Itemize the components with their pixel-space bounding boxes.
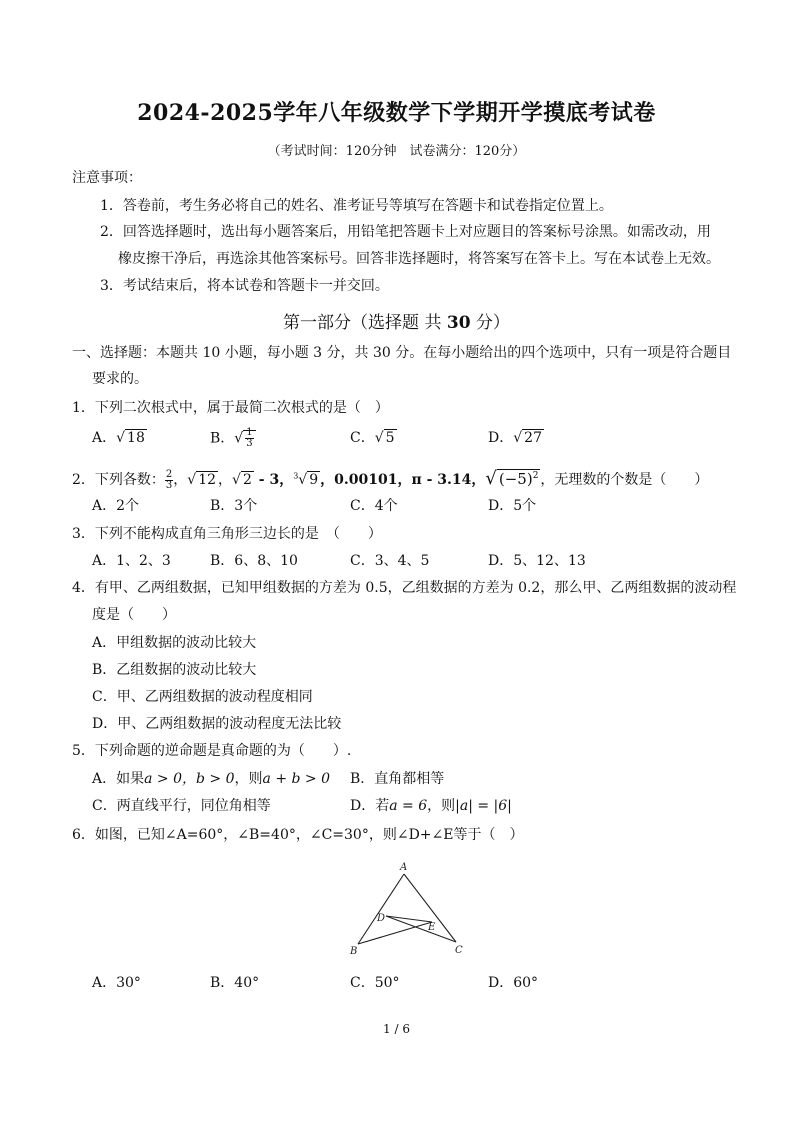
- sqrt-symbol: √ 12: [187, 472, 217, 488]
- sqrt-symbol: √ $(-5)^2$: [485, 468, 539, 489]
- q5-option-c: C．两直线平行，同位角相等: [92, 798, 271, 814]
- q5-a-mid: ，则: [234, 771, 263, 787]
- q2-stem-pre: 2．下列各数：: [72, 472, 165, 488]
- page-number: 1 / 6: [383, 1022, 410, 1036]
- q2-stem-post: ，无理数的个数是（ ）: [540, 472, 709, 488]
- q5-d-math2: |a| = |6|: [455, 798, 512, 814]
- q4-option-c: C．甲、乙两组数据的波动程度相同: [92, 689, 313, 705]
- q1-a-label: A．: [92, 430, 117, 446]
- instructions-line-1: 一、选择题：本题共 10 小题，每小题 3 分，共 30 分。在每小题给出的四个选项中，只有一项是符合题目: [72, 345, 732, 361]
- q1-option-b: [210, 428, 256, 449]
- q5-d-math: a = 6: [389, 798, 428, 814]
- q5-option-a: [92, 769, 330, 789]
- triangle-figure: [340, 858, 480, 962]
- sqrt-symbol: √ 2: [232, 472, 252, 488]
- q1-stem: 1．下列二次根式中，属于最简二次根式的是（ ）: [72, 400, 389, 416]
- label-d: D: [377, 913, 386, 924]
- q1-c-label: C．: [350, 430, 375, 446]
- q1-b-fraction: [245, 428, 253, 449]
- q2-option-d: D．5个: [488, 498, 537, 514]
- q5-d-pre: D．若: [350, 798, 390, 814]
- q5-a-pre: A．如果: [92, 771, 145, 787]
- q6-stem: 6．如图，已知∠A=60°，∠B=40°，∠C=30°，则∠D+∠E等于（ ）: [72, 827, 524, 843]
- label-c: C: [455, 945, 463, 956]
- q5-option-b: B．直角都相等: [350, 771, 445, 787]
- q1-option-d: [488, 428, 544, 448]
- q2-option-c: C．4个: [350, 498, 398, 514]
- q4-option-b: B．乙组数据的波动比较大: [92, 662, 257, 678]
- q1-c-radicand: 5: [385, 430, 395, 446]
- q2-option-a: A．2个: [92, 498, 140, 514]
- sqrt-symbol: √ 5: [374, 430, 395, 446]
- q5-stem: 5．下列命题的逆命题是真命题的为（ ）.: [72, 743, 352, 759]
- q4-stem-1: 4．有甲、乙两组数据，已知甲组数据的方差为 0.5，乙组数据的方差为 0.2，那么甲、乙两组数据的波动程: [72, 580, 737, 596]
- q6-option-a: A．30°: [92, 975, 141, 991]
- q3-option-b: B．6、8、10: [210, 553, 298, 569]
- segment-be: [358, 922, 432, 944]
- q6-option-b: B．40°: [210, 975, 260, 991]
- sqrt-symbol: √ 27: [513, 430, 542, 446]
- q1-a-radicand: 18: [127, 430, 145, 446]
- label-a: A: [400, 862, 408, 873]
- segment-ab: [358, 874, 404, 944]
- cbrt-symbol: √ 9: [298, 472, 319, 488]
- q1-b-den: 3: [246, 438, 253, 449]
- q2-minus-3: - 3，: [253, 472, 294, 488]
- q5-option-d: [350, 796, 512, 816]
- q1-option-c: [350, 428, 397, 448]
- q2-fraction: [165, 470, 173, 491]
- note-item-1: 1．答卷前，考生务必将自己的姓名、准考证号等填写在答题卡和试卷指定位置上。: [100, 198, 613, 214]
- q3-option-a: A．1、2、3: [92, 553, 171, 569]
- label-e: E: [428, 922, 436, 933]
- q1-b-num: 1: [246, 427, 253, 438]
- q2-cube-radicand: 9: [309, 472, 319, 488]
- page-subtitle: （考试时间：120分钟 试卷满分：120分）: [267, 144, 526, 159]
- q2-stem: 2．下列各数： $\frac{2}{3}$ ，√ 12 ，√ 2 - 3，$^3$√ 9 ，0.00101，π - 3.14，√ $(-5)^2$ ，无理数的个数是（ ）: [72, 468, 709, 491]
- notes-heading: 注意事项：: [72, 170, 142, 186]
- q4-stem-2: 度是（ ）: [92, 607, 176, 623]
- q4-option-a: A．甲组数据的波动比较大: [92, 635, 257, 651]
- note-item-2a: 2．回答选择题时，选出每小题答案后，用铅笔把答题卡上对应题目的答案标号涂黑。如需改动，用: [100, 224, 711, 240]
- q5-d-mid: ，则: [427, 798, 456, 814]
- label-b: B: [350, 946, 358, 957]
- q5-a-math: a > 0，b > 0: [144, 771, 235, 787]
- q5-a-math2: a + b > 0: [262, 771, 330, 787]
- q1-b-label: B．: [210, 430, 235, 447]
- instructions-line-2: 要求的。: [92, 371, 148, 387]
- q3-option-d: D．5、12、13: [488, 553, 586, 569]
- section-title-num: 30: [446, 313, 471, 333]
- sqrt-symbol: √ 18: [116, 430, 145, 446]
- q1-option-a: [92, 428, 147, 448]
- page-title: 2024-2025学年八年级数学下学期开学摸底考试卷: [137, 100, 656, 126]
- q3-option-c: C．3、4、5: [350, 553, 430, 569]
- q6-option-d: D．60°: [488, 975, 539, 991]
- note-item-2b: 橡皮擦干净后，再选涂其他答案标号。回答非选择题时，将答案写在答卡上。写在本试卷上无效。: [118, 251, 720, 267]
- sqrt-symbol: √ $\frac{1}{3}$: [234, 428, 255, 449]
- q2-decimal-pi: ，0.00101，π - 3.14，: [320, 472, 486, 488]
- q2-frac-num: 2: [165, 468, 173, 480]
- q2-option-b: B．3个: [210, 498, 258, 514]
- q1-d-radicand: 27: [524, 430, 542, 446]
- section-title-pre: 第一部分（选择题 共: [283, 313, 447, 333]
- q6-option-c: C．50°: [350, 975, 400, 991]
- q2-square-exp: 2: [532, 471, 539, 481]
- q2-sqrt-2: 2: [242, 472, 252, 488]
- q3-stem: 3．下列不能构成直角三角形三边长的是 （ ）: [72, 526, 382, 542]
- q4-option-d: D．甲、乙两组数据的波动程度无法比较: [92, 716, 342, 732]
- q2-sqrt-12: 12: [198, 472, 217, 488]
- q2-frac-den: 3: [165, 479, 173, 491]
- note-item-3: 3．考试结束后，将本试卷和答题卡一并交回。: [100, 278, 389, 294]
- section-title: [0, 308, 793, 333]
- q2-square-inner: (−5): [498, 470, 533, 488]
- q2-cube-index: 3: [293, 471, 299, 481]
- q1-d-label: D．: [488, 430, 514, 446]
- section-title-post: 分）: [470, 313, 510, 333]
